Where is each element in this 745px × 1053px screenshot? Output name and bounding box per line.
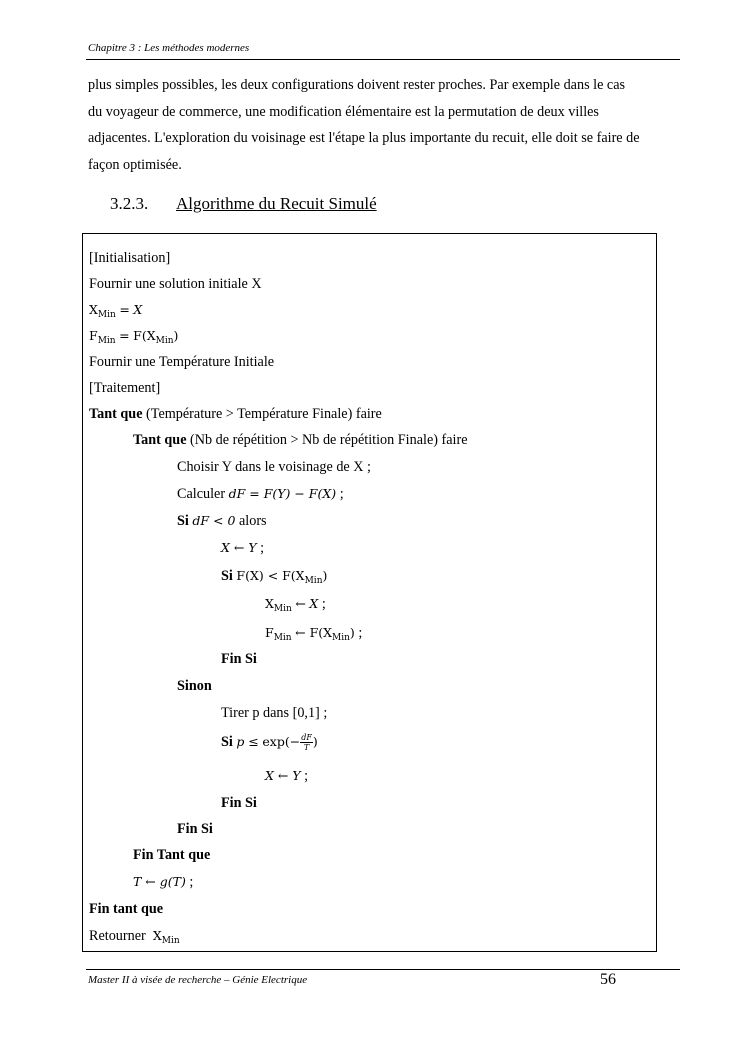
- algo-x-gets-y: X ← Y ;: [221, 540, 265, 556]
- algo-xmin-init: $X_{Min} = X$: [89, 302, 143, 320]
- algo-fmin-update: $F_{Min}$ ← $F(X_{Min})$ ;: [265, 625, 363, 643]
- algo-while-outer: Tant que (Température > Température Finale) faire: [89, 406, 382, 422]
- algo-init-label: [Initialisation]: [89, 250, 171, 266]
- algo-while-inner: Tant que (Nb de répétition > Nb de répétition Finale) faire: [133, 432, 468, 448]
- body-paragraph: [88, 72, 672, 178]
- algo-endif-outer: Fin Si: [177, 821, 213, 837]
- algo-treat-label: [Traitement]: [89, 380, 161, 396]
- algo-give-temp: Fournir une Température Initiale: [89, 354, 275, 370]
- header-rule: [86, 59, 680, 60]
- algo-give-solution: Fournir une solution initiale X: [89, 276, 262, 292]
- algo-t-update: T ← g(T) ;: [133, 874, 194, 890]
- algo-if-df: Si dF < 0 alors: [177, 513, 267, 529]
- paragraph-line: du voyageur de commerce, une modification élémentaire est la permutation de deux villes: [88, 103, 599, 120]
- footer-rule: [86, 969, 680, 970]
- algo-xmin-update: $X_{Min}$ ← X ;: [265, 596, 326, 614]
- chapter-header: Chapitre 3 : Les méthodes modernes: [88, 42, 250, 54]
- algo-else: Sinon: [177, 678, 212, 694]
- paragraph-line: façon optimisée.: [88, 156, 182, 173]
- algo-choose-y: Choisir Y dans le voisinage de X ;: [177, 459, 371, 475]
- algo-endwhile-outer: Fin tant que: [89, 901, 164, 917]
- algo-compute-df: Calculer dF = F(Y) − F(X) ;: [177, 486, 344, 502]
- paragraph-line: adjacentes. L'exploration du voisinage est l'étape la plus importante du recuit, elle doit se faire de: [88, 130, 640, 146]
- section-heading: [110, 194, 377, 214]
- df-over-t-fraction: $\frac{dF}{T}$: [301, 733, 312, 753]
- algo-endif-inner: Fin Si: [221, 651, 257, 667]
- section-number: 3.2.3.: [110, 194, 149, 213]
- paragraph-line: plus simples possibles, les deux configurations doivent rester proches. Par exemple dans le cas: [88, 77, 626, 93]
- algo-endwhile-inner: Fin Tant que: [133, 847, 211, 863]
- algo-endif-p: Fin Si: [221, 795, 257, 811]
- section-title: Algorithme du Recuit Simulé: [176, 194, 377, 213]
- algo-if-p: Si p ≤ exp(− $\frac{dF}{T}$ ): [221, 733, 318, 753]
- algo-if-fx: Si $F(X) < F(X_{Min})$: [221, 568, 328, 586]
- footer-text: Master II à visée de recherche – Génie Electrique: [88, 974, 308, 986]
- algo-fmin-init: $F_{Min} = F(X_{Min})$: [89, 328, 179, 346]
- page-number: 56: [600, 971, 616, 988]
- algo-return: Retourner $X_{Min}$: [89, 928, 180, 946]
- algo-draw-p: Tirer p dans [0,1] ;: [221, 705, 328, 721]
- algo-x-gets-y-else: X ← Y ;: [265, 768, 309, 784]
